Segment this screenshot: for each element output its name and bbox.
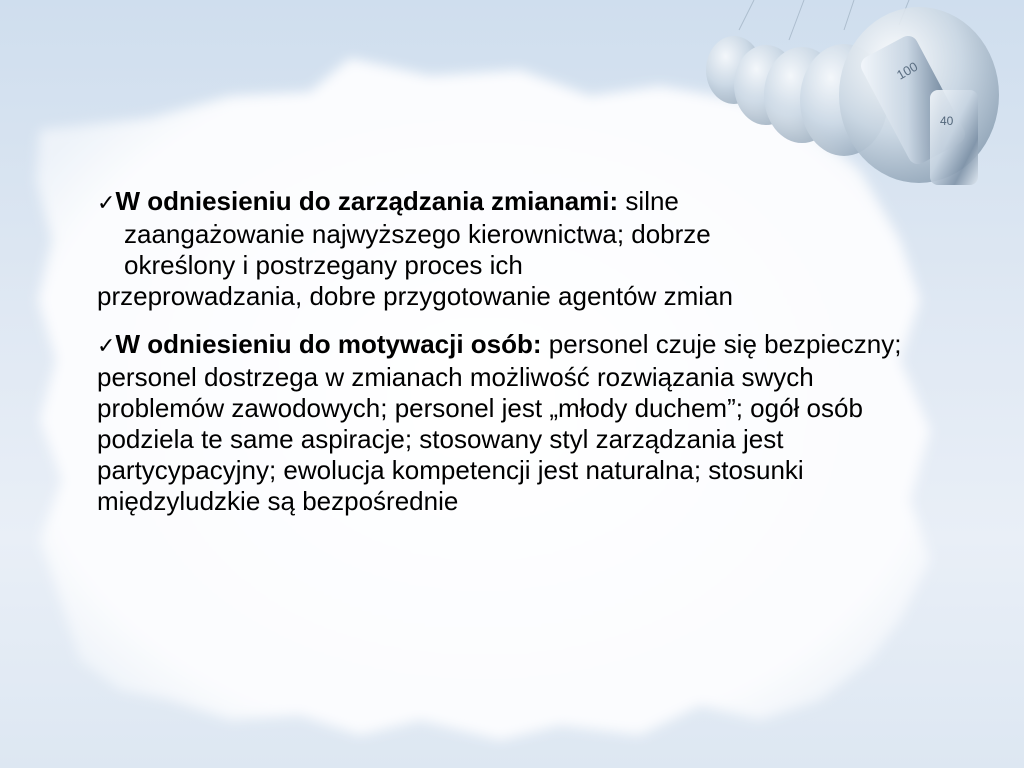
- bullet-heading: W odniesieniu do motywacji osób:: [115, 329, 542, 359]
- bullet-text: personel czuje się bezpieczny; personel dostrzega w zmianach możliwość rozwiązania swych problemów zawodowych; personel jest „młody duchem”; ogół osób podziela te same aspiracje; stosowany styl zarządzania jest partycypacyjny; ewolucja kompetencji jest naturalna; stosunki międzyludzkie są bezpośrednie: [97, 329, 902, 516]
- bullet-text-line: określony i postrzegany proces ich: [124, 250, 523, 280]
- bullet-item-motivation: [97, 329, 927, 517]
- svg-text:100: 100: [894, 58, 921, 83]
- svg-text:40: 40: [940, 114, 954, 128]
- checkmark-icon: ✓: [97, 191, 116, 216]
- checkmark-icon: ✓: [97, 334, 116, 359]
- slide-content: [97, 186, 927, 517]
- bullet-heading: W odniesieniu do zarządzania zmianami:: [115, 186, 619, 216]
- bullet-text-line: zaangażowanie najwyższego kierownictwa; dobrze: [124, 219, 711, 249]
- bullet-text-line: przeprowadzania, dobre przygotowanie agentów zmian: [97, 281, 733, 311]
- bullet-text: silne: [618, 186, 679, 216]
- bullet-item-change-management: [97, 186, 927, 312]
